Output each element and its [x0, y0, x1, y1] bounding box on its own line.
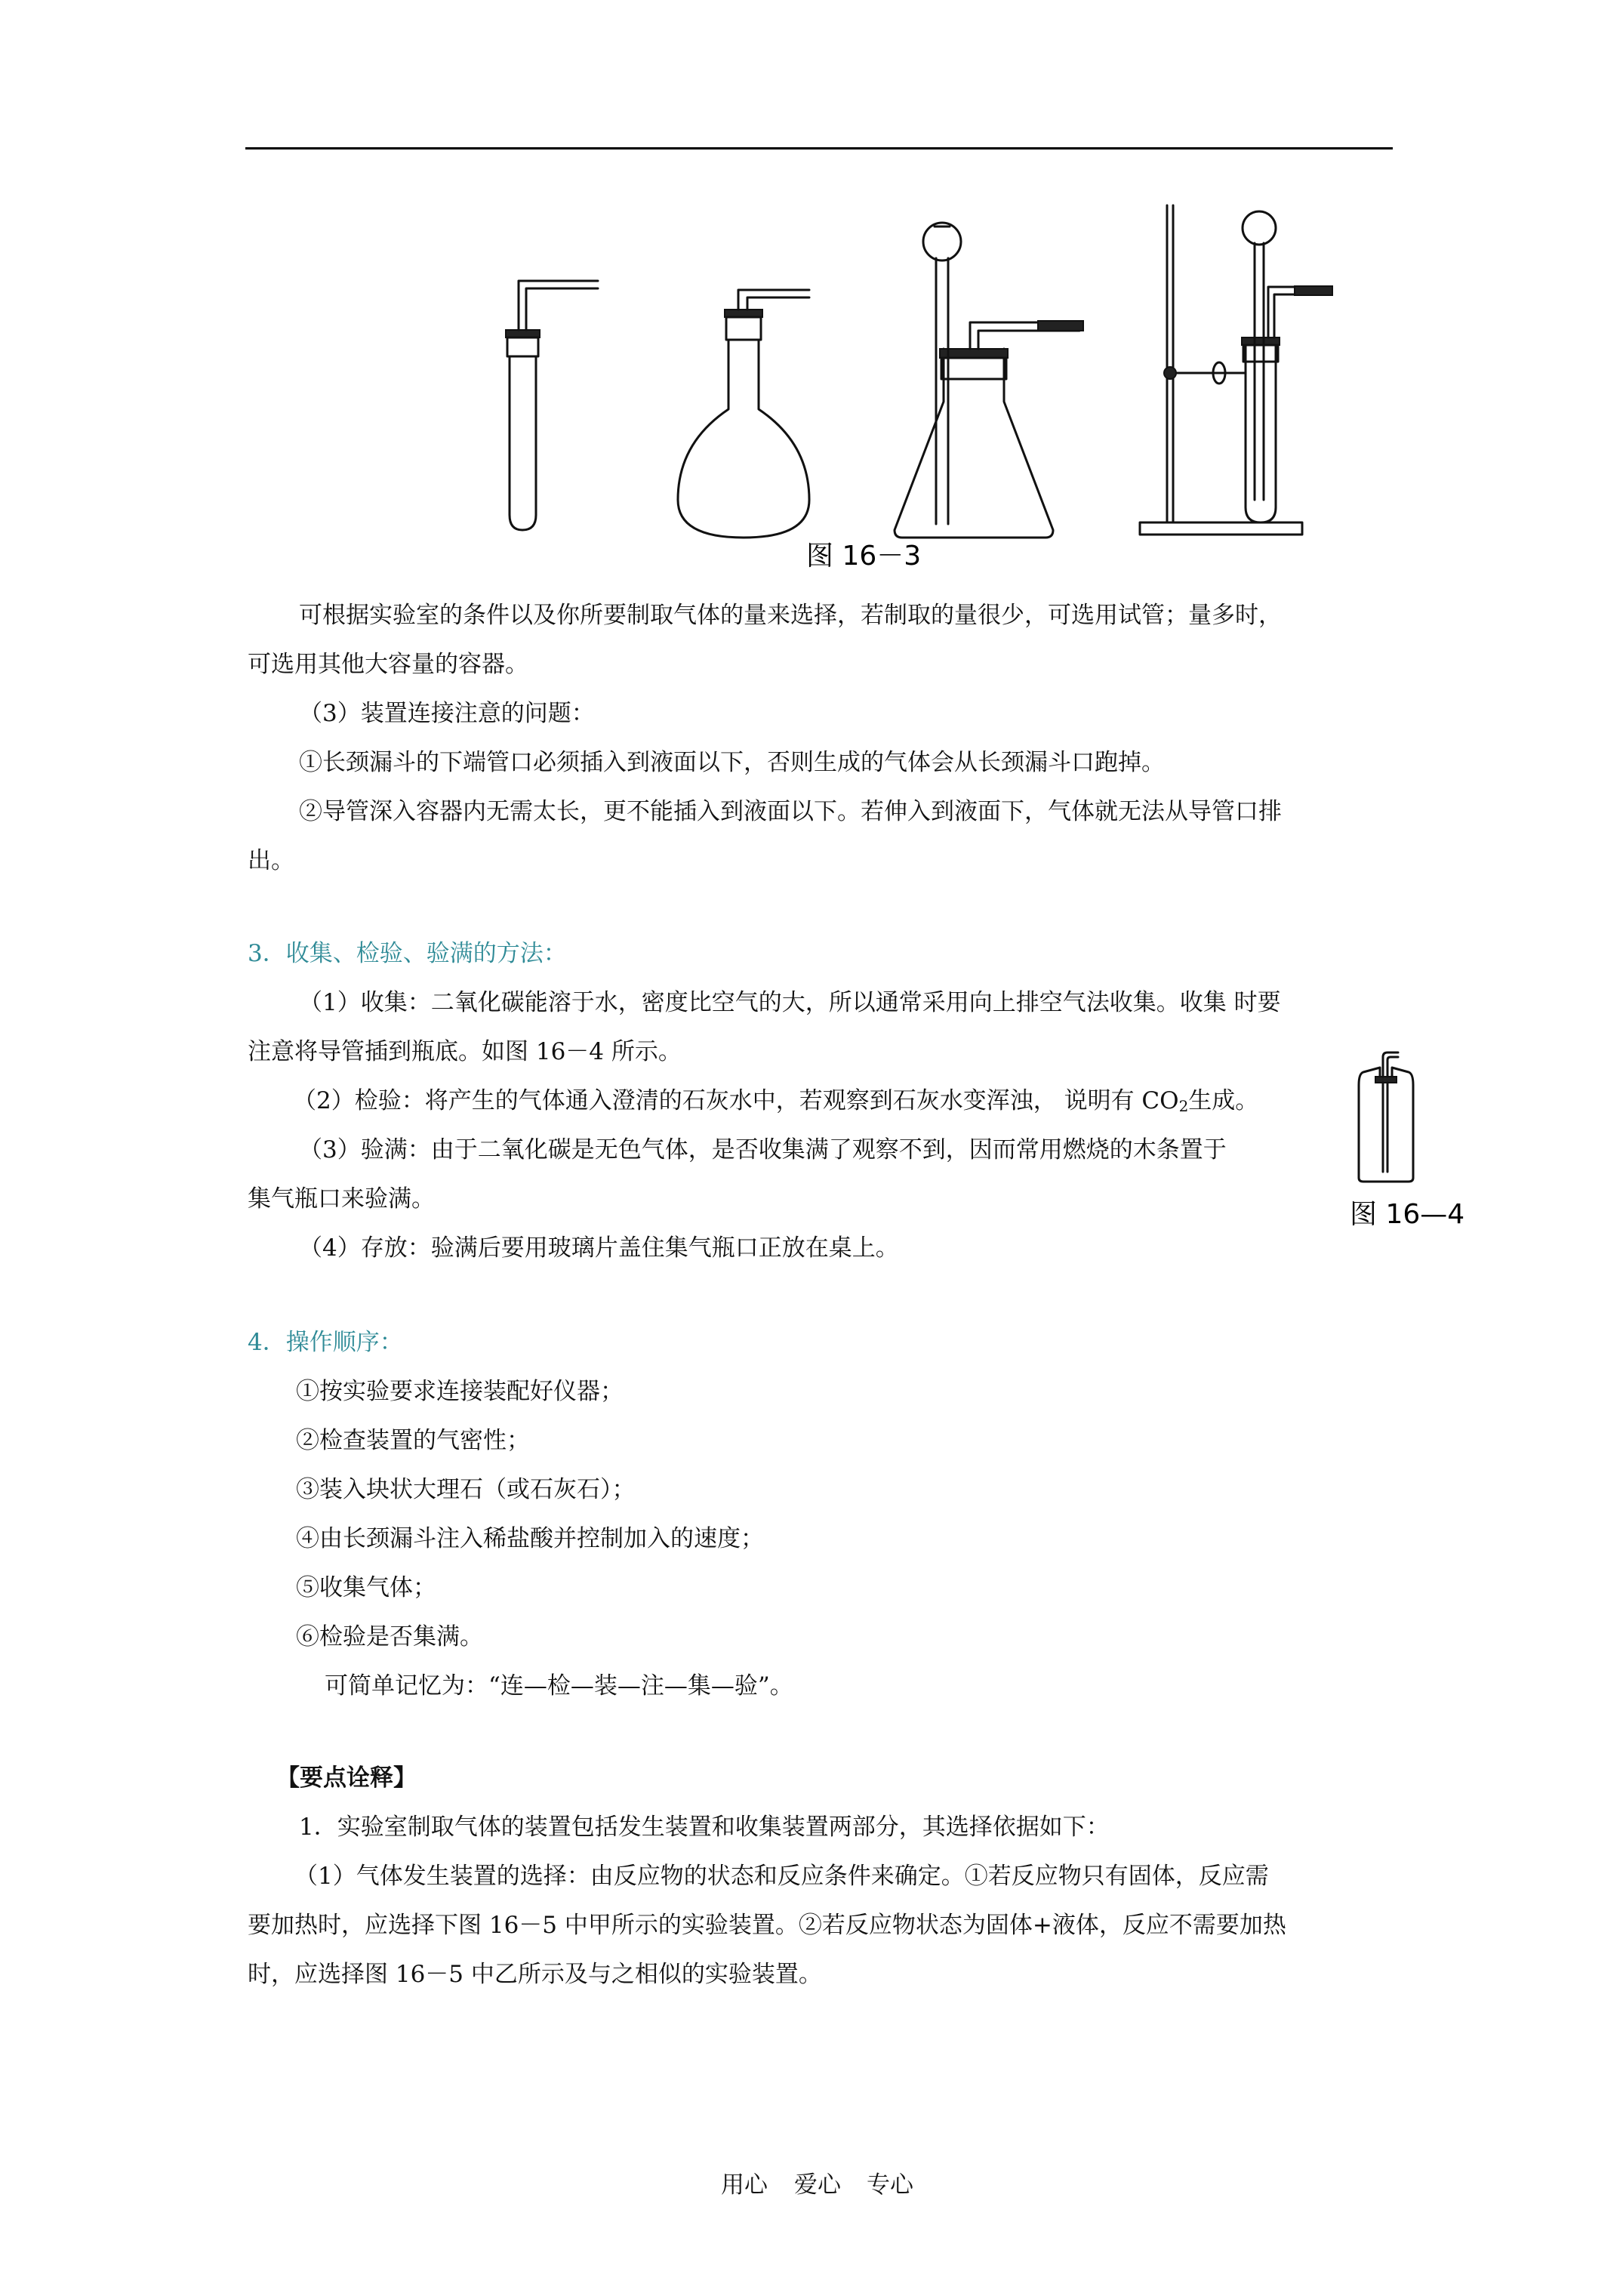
paragraph-line: ②导管深入容器内无需太长，更不能插入到液面以下。若伸入到液面下，气体就无法从导管口排 — [299, 798, 1282, 825]
step-item: ③装入块状大理石（或石灰石）； — [296, 1476, 636, 1503]
apparatus-figure-16-3 — [483, 198, 1336, 545]
section-3-line: 集气瓶口来验满。 — [248, 1185, 435, 1213]
key-points-line: 要加热时，应选择下图 16－5 中甲所示的实验装置。②若反应物状态为固体+液体，反应不需要加热 — [248, 1912, 1286, 1939]
section-4-heading: 4．操作顺序： — [248, 1329, 403, 1356]
co2-subscript: 2 — [1178, 1097, 1189, 1115]
section-3-line: （1）收集：二氧化碳能溶于水，密度比空气的大，所以通常采用向上排空气法收集。收集 时要 — [299, 989, 1281, 1016]
paragraph-line: 可选用其他大容量的容器。 — [248, 651, 528, 678]
section-3-line: 注意将导管插到瓶底。如图 16－4 所示。 — [248, 1038, 682, 1065]
co2-test-suffix: 生成。 — [1188, 1087, 1259, 1114]
key-points-heading: 【要点诠释】 — [276, 1764, 417, 1792]
round-flask-apparatus — [678, 290, 809, 538]
key-points-line: 时，应选择图 16－5 中乙所示及与之相似的实验装置。 — [248, 1961, 822, 1988]
co2-test-text: （2）检验：将产生的气体通入澄清的石灰水中，若观察到石灰水变浑浊， 说明有 CO — [293, 1087, 1179, 1114]
footer-middle: 爱心 — [794, 2171, 841, 2199]
footer-left: 用心 — [721, 2171, 768, 2199]
subheading-connection-notes: （3）装置连接注意的问题： — [299, 700, 595, 727]
figure-16-4-caption: 图 16—4 — [1350, 1199, 1465, 1230]
header-rule — [245, 147, 1393, 149]
paragraph-line: 可根据实验室的条件以及你所要制取气体的量来选择，若制取的量很少，可选用试管；量多时， — [299, 602, 1282, 629]
memo-line: 可简单记忆为：“连—检—装—注—集—验”。 — [325, 1672, 793, 1700]
section-3-line: （4）存放：验满后要用玻璃片盖住集气瓶口正放在桌上。 — [299, 1234, 899, 1262]
key-points-line: 1．实验室制取气体的装置包括发生装置和收集装置两部分，其选择依据如下： — [299, 1814, 1110, 1841]
conical-flask-apparatus — [895, 223, 1083, 538]
paragraph-line: ①长颈漏斗的下端管口必须插入到液面以下，否则生成的气体会从长颈漏斗口跑掉。 — [299, 749, 1165, 776]
gas-bottle-figure-16-4 — [1348, 1051, 1424, 1183]
section-3-heading: 3．收集、检验、验满的方法： — [248, 940, 567, 967]
figure-16-3-caption: 图 16－3 — [806, 541, 922, 572]
section-3-line: （3）验满：由于二氧化碳是无色气体，是否收集满了观察不到，因而常用燃烧的木条置于 — [299, 1136, 1227, 1163]
footer-right: 专心 — [867, 2171, 913, 2199]
paragraph-line: 出。 — [248, 847, 294, 874]
step-item: ⑥检验是否集满。 — [296, 1623, 483, 1650]
key-points-line: （1）气体发生装置的选择：由反应物的状态和反应条件来确定。①若反应物只有固体，反应需 — [294, 1863, 1269, 1890]
step-item: ②检查装置的气密性； — [296, 1427, 530, 1454]
test-tube-apparatus — [506, 281, 598, 530]
co2-test-line — [293, 1086, 1258, 1116]
step-item: ④由长颈漏斗注入稀盐酸并控制加入的速度； — [296, 1525, 764, 1552]
step-item: ①按实验要求连接装配好仪器； — [296, 1378, 624, 1405]
step-item: ⑤收集气体； — [296, 1574, 436, 1601]
iron-stand-apparatus — [1140, 205, 1332, 535]
